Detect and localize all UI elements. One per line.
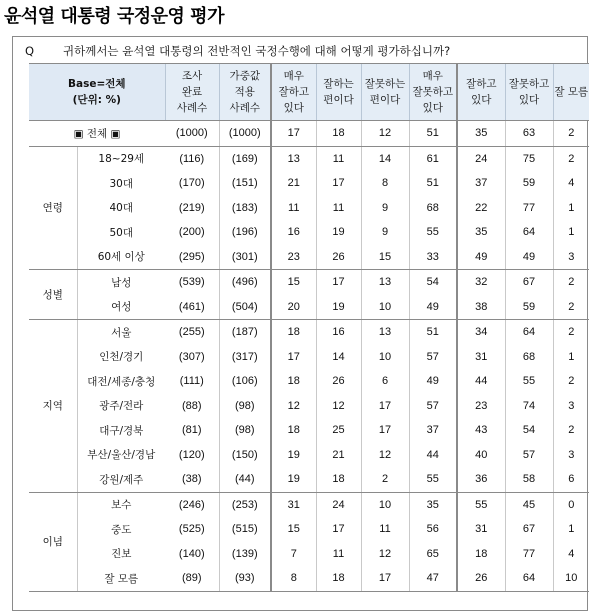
table-cell: 21 xyxy=(271,171,316,196)
table-cell: 13 xyxy=(361,320,409,345)
table-cell: 21 xyxy=(316,443,361,468)
table-cell: 10 xyxy=(361,492,409,517)
table-cell: 58 xyxy=(505,467,553,492)
table-cell: 54 xyxy=(409,270,457,295)
table-cell: 6 xyxy=(553,467,589,492)
table-cell: 67 xyxy=(505,517,553,542)
table-cell: 17 xyxy=(361,418,409,443)
table-cell: 2 xyxy=(553,270,589,295)
table-cell: 68 xyxy=(505,345,553,370)
table-cell: 37 xyxy=(409,418,457,443)
table-cell: 18 xyxy=(271,418,316,443)
header-text-line: 잘못하고 xyxy=(508,78,550,90)
table-cell: 31 xyxy=(457,517,505,542)
column-header xyxy=(271,64,316,121)
header-text-line: 조사 xyxy=(181,70,203,82)
table-cell: 55 xyxy=(409,220,457,245)
table-row xyxy=(29,295,589,320)
table-cell: 12 xyxy=(361,443,409,468)
table-cell: 57 xyxy=(505,443,553,468)
table-cell: 67 xyxy=(505,270,553,295)
question-line xyxy=(25,43,450,59)
table-row xyxy=(29,566,589,591)
table-cell: 49 xyxy=(409,295,457,320)
table-cell: 16 xyxy=(316,320,361,345)
table-cell: 2 xyxy=(553,121,589,147)
table-cell: 18 xyxy=(316,121,361,147)
table-cell: 47 xyxy=(409,566,457,591)
table-cell: 15 xyxy=(271,270,316,295)
table-cell: 4 xyxy=(553,542,589,567)
table-cell: 45 xyxy=(505,492,553,517)
table-row xyxy=(29,517,589,542)
table-cell: 2 xyxy=(553,369,589,394)
table-cell: 17 xyxy=(316,517,361,542)
table-cell: 8 xyxy=(271,566,316,591)
table-cell: 31 xyxy=(271,492,316,517)
table-cell: 18 xyxy=(271,369,316,394)
table-cell: 64 xyxy=(505,566,553,591)
table-cell: (253) xyxy=(219,492,271,517)
table-cell: 2 xyxy=(553,295,589,320)
table-cell: 55 xyxy=(409,467,457,492)
table-row xyxy=(29,467,589,492)
table-cell: (317) xyxy=(219,345,271,370)
table-cell: (1000) xyxy=(219,121,271,147)
header-text-line: 잘못하는 xyxy=(364,78,406,90)
table-cell: 11 xyxy=(316,196,361,221)
table-cell: 51 xyxy=(409,121,457,147)
table-cell: 33 xyxy=(409,245,457,270)
table-cell: 57 xyxy=(409,394,457,419)
header-base-cell xyxy=(29,64,165,121)
table-cell: (81) xyxy=(181,424,202,437)
table-cell: 51 xyxy=(409,171,457,196)
table-cell: 3 xyxy=(553,245,589,270)
header-text-line: 매우 xyxy=(283,70,304,82)
header-text-line: 잘 모름 xyxy=(554,86,589,98)
table-cell: 32 xyxy=(457,270,505,295)
column-header xyxy=(219,64,271,121)
header-text-line: 있다 xyxy=(422,102,443,114)
row-label: 서울 xyxy=(111,326,132,339)
table-cell: 1 xyxy=(553,517,589,542)
column-header xyxy=(361,64,409,121)
group-label: 이념 xyxy=(29,492,77,591)
table-row xyxy=(29,320,589,345)
row-label: 강원/제주 xyxy=(77,467,165,492)
table-row xyxy=(29,394,589,419)
header-text-line: 사례수 xyxy=(176,102,208,114)
header-text-line: 가중값 xyxy=(229,70,260,82)
table-cell: 0 xyxy=(553,492,589,517)
table-row xyxy=(29,492,589,517)
table-cell: 59 xyxy=(505,295,553,320)
table-cell: (44) xyxy=(219,467,271,492)
table-cell: (169) xyxy=(219,146,271,171)
row-label: 진보 xyxy=(111,548,132,561)
table-cell: (496) xyxy=(219,270,271,295)
table-cell: 23 xyxy=(271,245,316,270)
table-cell: 65 xyxy=(409,542,457,567)
table-cell: 35 xyxy=(457,121,505,147)
table-cell: (98) xyxy=(219,418,271,443)
table-cell: 11 xyxy=(316,542,361,567)
header-text-line: 있다 xyxy=(518,94,540,106)
table-cell: (187) xyxy=(219,320,271,345)
header-text-line: 매우 xyxy=(422,70,443,82)
table-row xyxy=(29,443,589,468)
table-cell: (219) xyxy=(178,201,205,214)
table-cell: 40 xyxy=(457,443,505,468)
table-cell: 12 xyxy=(361,121,409,147)
table-cell: 75 xyxy=(505,146,553,171)
table-cell: (196) xyxy=(219,220,271,245)
page-title: 윤석열 대통령 국정운영 평가 xyxy=(4,6,224,27)
table-cell: 2 xyxy=(361,467,409,492)
table-cell: 8 xyxy=(361,171,409,196)
header-text-line: Base=전체 xyxy=(67,78,126,90)
table-cell: (116) xyxy=(179,152,205,165)
table-cell: 4 xyxy=(553,171,589,196)
table-cell: (38) xyxy=(165,467,219,492)
table-header xyxy=(29,64,589,121)
table-cell: 51 xyxy=(409,320,457,345)
table-cell: 64 xyxy=(505,220,553,245)
table-cell: 17 xyxy=(316,171,361,196)
group-label: 성별 xyxy=(29,270,77,320)
table-cell: 24 xyxy=(457,146,505,171)
table-cell: (139) xyxy=(219,542,271,567)
table-cell: 12 xyxy=(271,394,316,419)
table-cell: 1 xyxy=(553,345,589,370)
table-cell: 14 xyxy=(361,146,409,171)
table-row xyxy=(29,171,589,196)
survey-table-frame xyxy=(12,36,588,611)
table-cell: 64 xyxy=(505,320,553,345)
column-header xyxy=(165,64,219,121)
table-cell: 56 xyxy=(409,517,457,542)
table-cell: (111) xyxy=(179,375,204,388)
table-cell: 17 xyxy=(271,345,316,370)
table-cell: 36 xyxy=(457,467,505,492)
header-text-line: 적용 xyxy=(234,86,255,98)
table-cell: 17 xyxy=(361,394,409,419)
column-header xyxy=(505,64,553,121)
table-cell: 19 xyxy=(271,443,316,468)
column-header xyxy=(409,64,457,121)
table-cell: 74 xyxy=(505,394,553,419)
header-text-line: 편이다 xyxy=(323,94,354,106)
table-cell: (539) xyxy=(178,276,205,289)
table-cell: 1 xyxy=(553,220,589,245)
row-label: 18~29세 xyxy=(98,153,145,166)
table-cell: 61 xyxy=(409,146,457,171)
header-text-line: 있다 xyxy=(471,94,492,106)
row-label: 부산/울산/경남 xyxy=(87,449,156,462)
table-cell: 25 xyxy=(316,418,361,443)
table-cell: 18 xyxy=(457,542,505,567)
table-cell: 43 xyxy=(457,418,505,443)
table-cell: 24 xyxy=(316,492,361,517)
table-cell: 1 xyxy=(553,196,589,221)
table-cell: 2 xyxy=(553,418,589,443)
table-cell: (170) xyxy=(178,177,205,190)
table-cell: 18 xyxy=(316,566,361,591)
table-cell: 55 xyxy=(457,492,505,517)
table-cell: 57 xyxy=(409,345,457,370)
table-cell: 63 xyxy=(505,121,553,147)
table-cell: 11 xyxy=(271,196,316,221)
table-cell: 3 xyxy=(553,394,589,419)
table-cell: 49 xyxy=(409,369,457,394)
table-row xyxy=(29,418,589,443)
table-cell: 7 xyxy=(271,542,316,567)
table-cell: (106) xyxy=(219,369,271,394)
column-header xyxy=(316,64,361,121)
table-cell: (200) xyxy=(178,226,205,239)
table-cell: 26 xyxy=(457,566,505,591)
table-row xyxy=(29,220,589,245)
row-label: 40대 xyxy=(109,202,134,215)
row-label: 대구/경북 xyxy=(99,424,144,437)
table-cell: (93) xyxy=(219,566,271,591)
table-row xyxy=(29,196,589,221)
table-cell: 9 xyxy=(361,196,409,221)
table-cell: 11 xyxy=(361,517,409,542)
group-label: 지역 xyxy=(29,320,77,493)
table-cell: 3 xyxy=(553,443,589,468)
table-body xyxy=(29,121,589,592)
table-cell: 18 xyxy=(271,320,316,345)
header-text-line: 사례수 xyxy=(229,102,260,114)
table-cell: 13 xyxy=(361,270,409,295)
table-cell: 31 xyxy=(457,345,505,370)
table-cell: (120) xyxy=(178,448,205,461)
table-cell: 15 xyxy=(361,245,409,270)
row-label: ▣ 전체 ▣ xyxy=(29,121,165,147)
table-cell: 14 xyxy=(316,345,361,370)
row-label: 잘 모름 xyxy=(77,566,165,591)
table-cell: 17 xyxy=(271,121,316,147)
table-cell: 68 xyxy=(409,196,457,221)
table-cell: 35 xyxy=(457,220,505,245)
table-cell: (98) xyxy=(219,394,271,419)
table-cell: 23 xyxy=(457,394,505,419)
header-text-line: 편이다 xyxy=(369,94,401,106)
header-text-line: (단위: %) xyxy=(72,94,121,106)
table-cell: 17 xyxy=(316,270,361,295)
table-cell: 77 xyxy=(505,542,553,567)
table-cell: (307) xyxy=(178,350,205,363)
group-label: 연령 xyxy=(29,146,77,270)
row-label: 60세 이상 xyxy=(77,245,165,270)
table-row xyxy=(29,369,589,394)
header-text-line: 있다 xyxy=(283,102,304,114)
column-header xyxy=(457,64,505,121)
header-text-line: 잘하고 xyxy=(278,86,309,98)
table-cell: 9 xyxy=(361,220,409,245)
table-cell: 44 xyxy=(409,443,457,468)
table-cell: (525) xyxy=(178,523,205,536)
table-cell: 59 xyxy=(505,171,553,196)
table-cell: 77 xyxy=(505,196,553,221)
table-cell: 10 xyxy=(361,345,409,370)
table-cell: 19 xyxy=(271,467,316,492)
table-cell: (246) xyxy=(178,498,205,511)
row-label: 보수 xyxy=(111,499,132,512)
row-label: 광주/전라 xyxy=(99,400,144,413)
table-cell: 54 xyxy=(505,418,553,443)
table-cell: 49 xyxy=(505,245,553,270)
table-cell: 16 xyxy=(271,220,316,245)
row-label: 50대 xyxy=(109,226,134,239)
question-marker: Q xyxy=(25,44,35,58)
table-row-total xyxy=(29,121,589,147)
table-cell: (504) xyxy=(219,295,271,320)
table-row xyxy=(29,270,589,295)
row-label: 여성 xyxy=(77,295,165,320)
row-label: 30대 xyxy=(109,177,134,190)
table-cell: (183) xyxy=(219,196,271,221)
table-cell: (88) xyxy=(181,399,202,412)
table-cell: 49 xyxy=(457,245,505,270)
table-row xyxy=(29,542,589,567)
header-text-line: 잘하고 xyxy=(466,78,497,90)
table-row xyxy=(29,245,589,270)
column-header xyxy=(553,64,589,121)
table-cell: (295) xyxy=(165,245,219,270)
table-cell: 20 xyxy=(271,295,316,320)
table-cell: 44 xyxy=(457,369,505,394)
table-cell: (515) xyxy=(219,517,271,542)
results-table xyxy=(29,63,589,592)
table-cell: 2 xyxy=(553,320,589,345)
table-row xyxy=(29,146,589,171)
table-cell: 2 xyxy=(553,146,589,171)
row-label: 중도 xyxy=(111,523,132,536)
table-cell: 26 xyxy=(316,369,361,394)
table-cell: 19 xyxy=(316,295,361,320)
table-cell: (461) xyxy=(165,295,219,320)
table-cell: 10 xyxy=(361,295,409,320)
table-cell: 12 xyxy=(316,394,361,419)
table-cell: 34 xyxy=(457,320,505,345)
table-cell: (89) xyxy=(165,566,219,591)
table-cell: 10 xyxy=(553,566,589,591)
table-cell: 13 xyxy=(271,146,316,171)
table-cell: 11 xyxy=(316,146,361,171)
table-cell: (255) xyxy=(178,326,205,339)
header-text-line: 잘못하고 xyxy=(412,86,454,98)
table-cell: 6 xyxy=(361,369,409,394)
table-row xyxy=(29,345,589,370)
table-cell: 15 xyxy=(271,517,316,542)
table-cell: 55 xyxy=(505,369,553,394)
table-cell: 37 xyxy=(457,171,505,196)
table-cell: 12 xyxy=(361,542,409,567)
table-cell: 22 xyxy=(457,196,505,221)
row-label: 남성 xyxy=(111,276,132,289)
table-cell: 18 xyxy=(316,467,361,492)
table-cell: (150) xyxy=(219,443,271,468)
header-text-line: 잘하는 xyxy=(323,78,354,90)
table-cell: 35 xyxy=(409,492,457,517)
table-cell: 17 xyxy=(361,566,409,591)
row-label: 대전/세종/충청 xyxy=(87,375,156,388)
table-cell: (301) xyxy=(219,245,271,270)
table-cell: (151) xyxy=(219,171,271,196)
table-cell: (1000) xyxy=(165,121,219,147)
table-cell: 19 xyxy=(316,220,361,245)
table-cell: (140) xyxy=(178,547,205,560)
table-cell: 26 xyxy=(316,245,361,270)
question-text: 귀하께서는 윤석열 대통령의 전반적인 국정수행에 대해 어떻게 평가하십니까? xyxy=(63,44,451,58)
table-cell: 38 xyxy=(457,295,505,320)
header-text-line: 완료 xyxy=(181,86,203,98)
row-label: 인천/경기 xyxy=(99,351,144,364)
